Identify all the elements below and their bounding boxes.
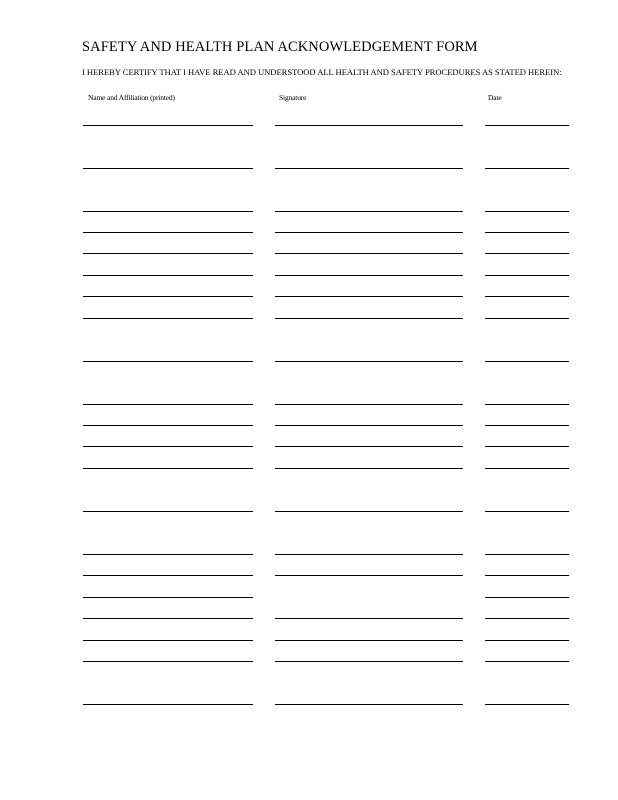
name-line-row-1[interactable] xyxy=(83,125,253,126)
signature-line-row-4[interactable] xyxy=(275,232,463,233)
name-line-row-16[interactable] xyxy=(83,575,253,576)
signature-line-row-8[interactable] xyxy=(275,318,463,319)
page-title: SAFETY AND HEALTH PLAN ACKNOWLEDGEMENT FORM xyxy=(82,39,478,55)
date-line-row-5[interactable] xyxy=(485,253,569,254)
date-line-row-19[interactable] xyxy=(485,640,569,641)
certification-statement: I HEREBY CERTIFY THAT I HAVE READ AND UNDERSTOOD ALL HEALTH AND SAFETY PROCEDURES AS STATED HEREIN: xyxy=(82,67,562,77)
signature-line-row-9[interactable] xyxy=(275,361,463,362)
signature-line-row-3[interactable] xyxy=(275,211,463,212)
date-line-row-17[interactable] xyxy=(485,597,569,598)
date-line-row-21[interactable] xyxy=(485,704,569,705)
signature-line-row-12[interactable] xyxy=(275,446,463,447)
name-line-row-6[interactable] xyxy=(83,275,253,276)
date-line-row-8[interactable] xyxy=(485,318,569,319)
column-header-signature: Signature xyxy=(279,93,307,102)
signature-line-row-1[interactable] xyxy=(275,125,463,126)
date-line-row-11[interactable] xyxy=(485,425,569,426)
signature-line-row-6[interactable] xyxy=(275,275,463,276)
name-line-row-5[interactable] xyxy=(83,253,253,254)
date-line-row-1[interactable] xyxy=(485,125,569,126)
date-line-row-20[interactable] xyxy=(485,661,569,662)
date-line-row-3[interactable] xyxy=(485,211,569,212)
signature-line-row-21[interactable] xyxy=(275,704,463,705)
name-line-row-11[interactable] xyxy=(83,425,253,426)
date-line-row-4[interactable] xyxy=(485,232,569,233)
name-line-row-17[interactable] xyxy=(83,597,253,598)
date-line-row-18[interactable] xyxy=(485,618,569,619)
signature-line-row-19[interactable] xyxy=(275,640,463,641)
name-line-row-15[interactable] xyxy=(83,554,253,555)
name-line-row-10[interactable] xyxy=(83,404,253,405)
column-header-name: Name and Affiliation (printed) xyxy=(88,93,175,102)
signature-line-row-11[interactable] xyxy=(275,425,463,426)
date-line-row-7[interactable] xyxy=(485,296,569,297)
date-line-row-9[interactable] xyxy=(485,361,569,362)
date-line-row-16[interactable] xyxy=(485,575,569,576)
name-line-row-13[interactable] xyxy=(83,468,253,469)
signature-line-row-7[interactable] xyxy=(275,296,463,297)
name-line-row-4[interactable] xyxy=(83,232,253,233)
signature-line-row-14[interactable] xyxy=(275,511,463,512)
date-line-row-12[interactable] xyxy=(485,446,569,447)
name-line-row-12[interactable] xyxy=(83,446,253,447)
name-line-row-18[interactable] xyxy=(83,618,253,619)
signature-line-row-16[interactable] xyxy=(275,575,463,576)
name-line-row-14[interactable] xyxy=(83,511,253,512)
name-line-row-21[interactable] xyxy=(83,704,253,705)
column-header-date: Date xyxy=(488,93,502,102)
signature-line-row-15[interactable] xyxy=(275,554,463,555)
date-line-row-15[interactable] xyxy=(485,554,569,555)
name-line-row-2[interactable] xyxy=(83,168,253,169)
date-line-row-14[interactable] xyxy=(485,511,569,512)
date-line-row-2[interactable] xyxy=(485,168,569,169)
signature-line-row-5[interactable] xyxy=(275,253,463,254)
name-line-row-20[interactable] xyxy=(83,661,253,662)
date-line-row-13[interactable] xyxy=(485,468,569,469)
date-line-row-6[interactable] xyxy=(485,275,569,276)
signature-line-row-18[interactable] xyxy=(275,618,463,619)
name-line-row-3[interactable] xyxy=(83,211,253,212)
name-line-row-9[interactable] xyxy=(83,361,253,362)
signature-line-row-10[interactable] xyxy=(275,404,463,405)
signature-line-row-20[interactable] xyxy=(275,661,463,662)
name-line-row-7[interactable] xyxy=(83,296,253,297)
signature-line-row-2[interactable] xyxy=(275,168,463,169)
signature-line-row-13[interactable] xyxy=(275,468,463,469)
name-line-row-19[interactable] xyxy=(83,640,253,641)
date-line-row-10[interactable] xyxy=(485,404,569,405)
name-line-row-8[interactable] xyxy=(83,318,253,319)
